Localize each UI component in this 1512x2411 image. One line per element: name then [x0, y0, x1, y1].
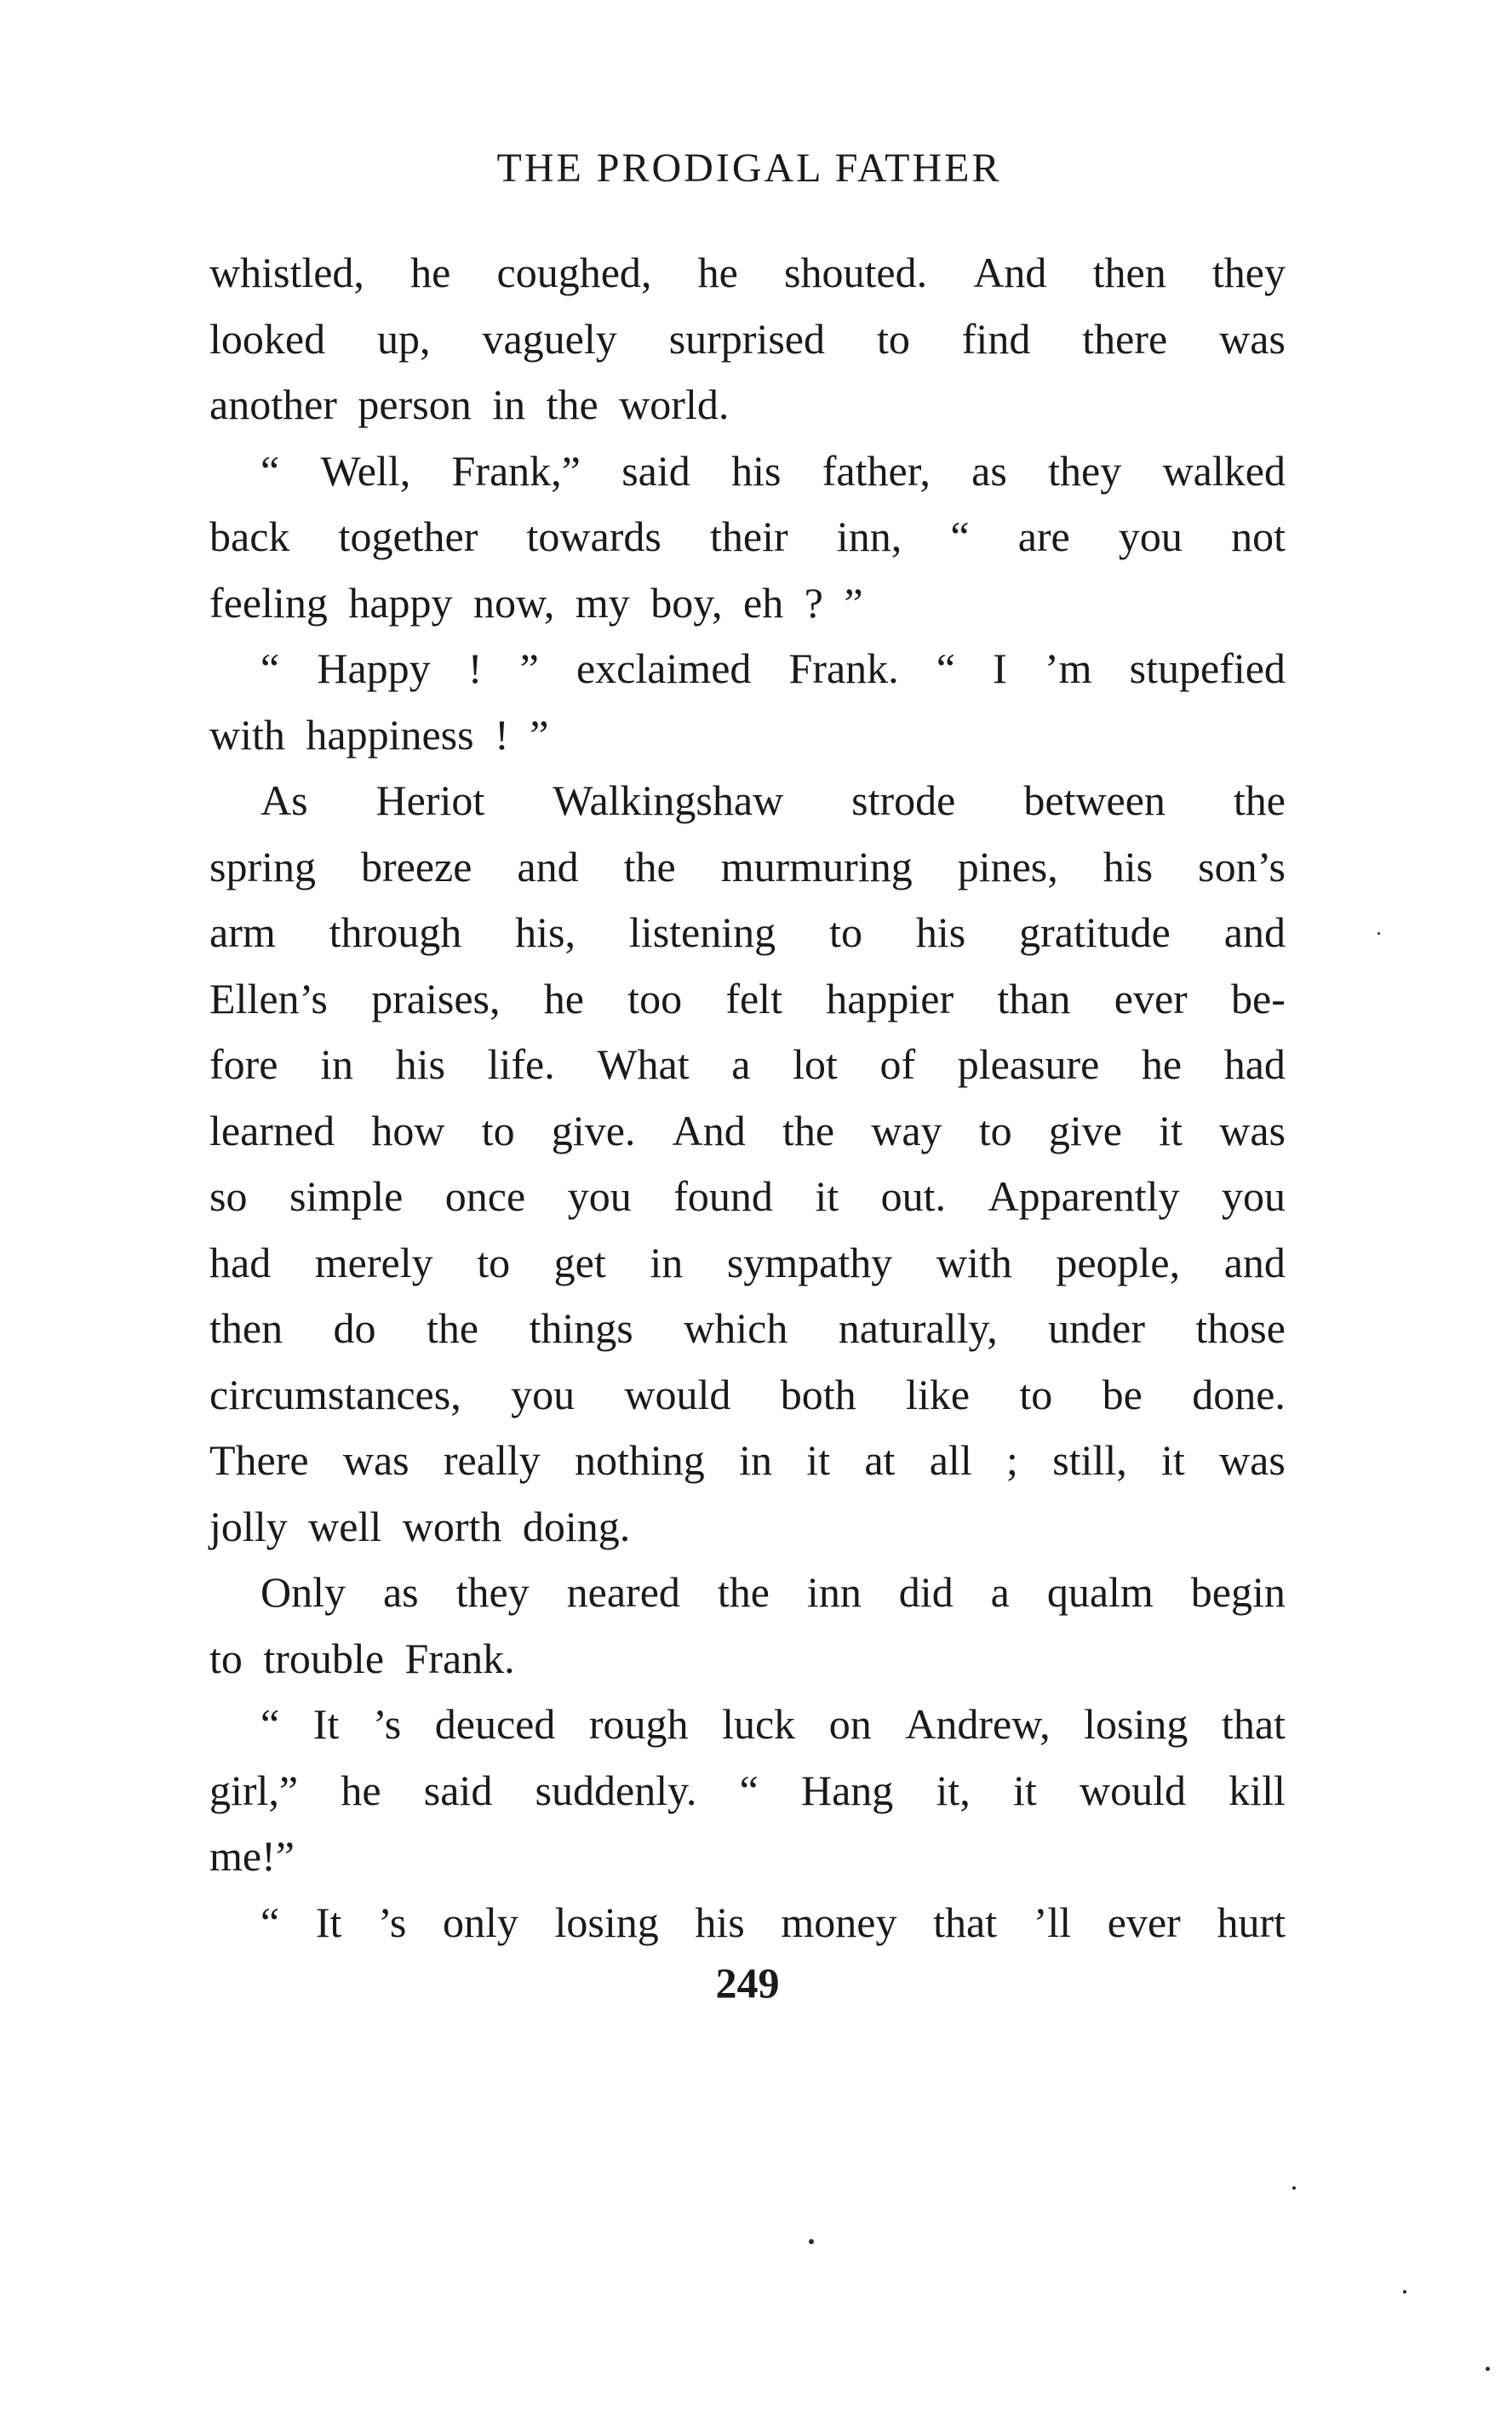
text-line: another person in the world. — [209, 381, 730, 428]
running-head: THE PRODIGAL FATHER — [496, 146, 1002, 191]
text-line: looked up, vaguely surprised to find there was — [209, 314, 1286, 363]
text-line: learned how to give. And the way to give it was — [209, 1106, 1286, 1154]
text-line: so simple once you found it out. Apparently you — [209, 1172, 1286, 1220]
page-number: 249 — [715, 1959, 780, 2007]
text-line: had merely to get in sympathy with people, and — [209, 1238, 1286, 1286]
text-line: to trouble Frank. — [209, 1634, 515, 1682]
text-line: Ellen’s praises, he too felt happier than ever be- — [209, 974, 1286, 1022]
text-line: feeling happy now, my boy, eh ? ” — [209, 578, 863, 627]
text-line: me!” — [209, 1832, 295, 1880]
text-line: There was really nothing in it at all ; still, it was — [209, 1436, 1286, 1484]
text-line: “ Happy ! ” exclaimed Frank. “ I ’m stupefied — [261, 644, 1286, 692]
text-line: “ It ’s only losing his money that ’ll ever hurt — [261, 1898, 1286, 1946]
scan-speck — [1486, 2367, 1490, 2371]
text-line: “ It ’s deuced rough luck on Andrew, losing that — [261, 1700, 1286, 1748]
text-line: jolly well worth doing. — [209, 1502, 631, 1550]
text-line: whistled, he coughed, he shouted. And then they — [209, 249, 1286, 296]
text-line: back together towards their inn, “ are you not — [209, 513, 1286, 560]
text-line: arm through his, listening to his gratitude and — [209, 908, 1286, 956]
text-line: with happiness ! ” — [209, 710, 549, 759]
text-line: fore in his life. What a lot of pleasure he had — [209, 1040, 1286, 1088]
text-line: spring breeze and the murmuring pines, his son’s — [209, 842, 1286, 891]
text-line: “ Well, Frank,” said his father, as they walked — [261, 446, 1286, 495]
text-line: As Heriot Walkingshaw strode between the — [261, 776, 1286, 824]
scan-speck — [1377, 932, 1380, 935]
text-line: then do the things which naturally, under those — [209, 1304, 1286, 1352]
text-line: circumstances, you would both like to be done. — [209, 1370, 1286, 1418]
scan-speck — [1403, 2290, 1406, 2294]
scan-speck — [1292, 2186, 1296, 2190]
body-text — [209, 240, 1286, 1956]
scan-speck — [809, 2239, 814, 2244]
text-line: Only as they neared the inn did a qualm begin — [261, 1568, 1286, 1616]
text-line: girl,” he said suddenly. “ Hang it, it would kill — [209, 1766, 1286, 1814]
